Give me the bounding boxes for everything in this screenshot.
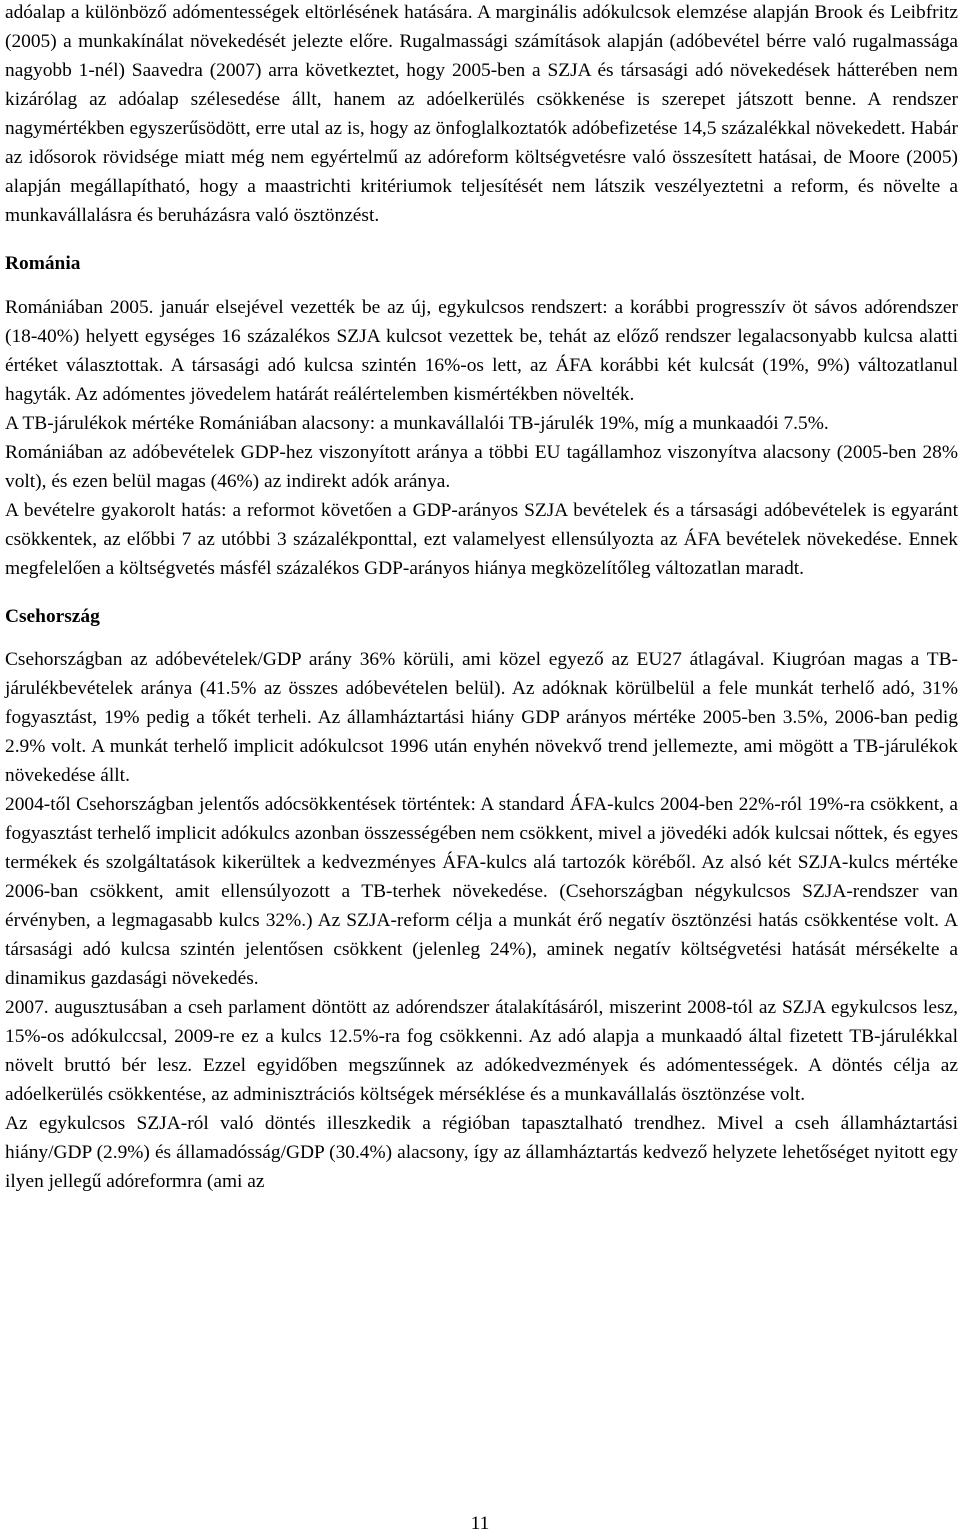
body-paragraph: A TB-járulékok mértéke Romániában alacsony: a munkavállalói TB-járulék 19%, míg a munkaadói 7.5%. — [5, 413, 829, 434]
section-heading-romania: Románia — [5, 253, 81, 274]
section-heading-csehorszag: Csehország — [5, 606, 100, 627]
body-paragraph: Romániában 2005. január elsejével vezették be az új, egykulcsos rendszert: a korábbi progresszív öt sávos adórendszer (18-40%) helyett egységes 16 százalékos SZJA kulcsot vezettek be, tehát az előző rendszer legalacsonyabb kulcsa alatti értéket választottak. A társasági adó kulcsa szintén 16%-os lett, az ÁFA korábbi két kulcsát (19%, 9%) változatlanul hagyták. Az adómentes jövedelem határát reálértelemben kismértékben növelték. — [5, 297, 958, 405]
body-paragraph: A bevételre gyakorolt hatás: a reformot követően a GDP-arányos SZJA bevételek és a társasági adóbevételek is egyaránt csökkentek, az előbbi 7 az utóbbi 3 százalékponttal, ezt valamelyest ellensúlyozta az ÁFA bevételek növekedése. Ennek megfelelően a költségvetés másfél százalékos GDP-arányos hiánya megközelítőleg változatlan maradt. — [5, 500, 958, 579]
body-paragraph: 2004-től Csehországban jelentős adócsökkentések történtek: A standard ÁFA-kulcs 2004-ben 22%-ról 19%-ra csökkent, a fogyasztást terhelő implicit adókulcs azonban összességében nem csökkent, mivel a jövedéki adók kulcsai nőttek, és egyes termékek és szolgáltatások kikerültek a kedvezményes ÁFA-kulcs alá tartozók köréből. Az alsó két SZJA-kulcs mértéke 2006-ban csökkent, amit ellensúlyozott a TB-terhek növekedése. (Csehországban négykulcsos SZJA-rendszer van érvényben, a legmagasabb kulcs 32%.) Az SZJA-reform célja a munkát érő negatív ösztönzési hatás csökkentése volt. A társasági adó kulcsa szintén jelentősen csökkent (jelenleg 24%), aminek negatív költségvetési hatását mérsékelte a dinamikus gazdasági növekedés. — [5, 794, 958, 989]
body-paragraph: Csehországban az adóbevételek/GDP arány 36% körüli, ami közel egyező az EU27 átlagával. Kiugróan magas a TB-járulékbevételek aránya (41.5% az összes adóbevételen belül). Az adóknak körülbelül a fele munkát terhelő adó, 31% fogyasztást, 19% pedig a tőkét terheli. Az államháztartási hiány GDP arányos mértéke 2005-ben 3.5%, 2006-ban pedig 2.9% volt. A munkát terhelő implicit adókulcsot 1996 után enyhén növekvő trend jellemezte, ami mögött a TB-járulékok növekedése állt. — [5, 649, 958, 786]
body-paragraph: Romániában az adóbevételek GDP-hez viszonyított aránya a többi EU tagállamhoz viszonyítva alacsony (2005-ben 28% volt), és ezen belül magas (46%) az indirekt adók aránya. — [5, 442, 958, 492]
document-page — [5, 0, 958, 1196]
page-number: 11 — [470, 1513, 490, 1534]
body-paragraph: Az egykulcsos SZJA-ról való döntés illeszkedik a régióban tapasztalható trendhez. Mivel a cseh államháztartási hiány/GDP (2.9%) és államadósság/GDP (30.4%) alacsony, így az államháztartás kedvező helyzete lehetőséget nyitott egy ilyen jellegű adóreformra (ami az — [5, 1113, 958, 1192]
body-paragraph: adóalap a különböző adómentességek eltörlésének hatására. A marginális adókulcsok elemzése alapján Brook és Leibfritz (2005) a munkakínálat növekedését jelezte előre. Rugalmassági számítások alapján (adóbevétel bérre való rugalmassága nagyobb 1-nél) Saavedra (2007) arra következtet, hogy 2005-ben a SZJA és társasági adó növekedések hátterében nem kizárólag az adóalap szélesedése állt, hanem az adóelkerülés csökkenése is szerepet játszott benne. A rendszer nagymértékben egyszerűsödött, erre utal az is, hogy az önfoglalkoztatók adóbefizetése 14,5 százalékkal növekedett. Habár az idősorok rövidsége miatt még nem egyértelmű az adóreform költségvetésre való összesített hatásai, de Moore (2005) alapján megállapítható, hogy a maastrichti kritériumok teljesítését nem látszik veszélyeztetni a reform, és növelte a munkavállalásra és beruházásra való ösztönzést. — [5, 2, 958, 226]
body-paragraph: 2007. augusztusában a cseh parlament döntött az adórendszer átalakításáról, miszerint 2008-tól az SZJA egykulcsos lesz, 15%-os adókulccsal, 2009-re ez a kulcs 12.5%-ra fog csökkenni. Az adó alapja a munkaadó által fizetett TB-járulékkal növelt bruttó bér lesz. Ezzel egyidőben megszűnnek az adókedvezmények és adómentességek. A döntés célja az adóelkerülés csökkentése, az adminisztrációs költségek mérséklése és a munkavállalás ösztönzése volt. — [5, 997, 958, 1105]
